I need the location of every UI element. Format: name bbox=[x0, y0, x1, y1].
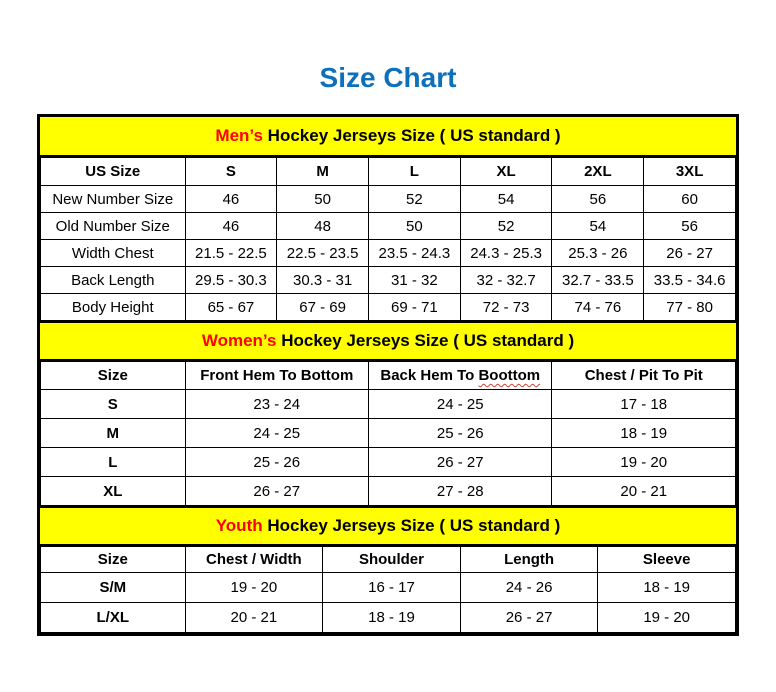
size-value: 56 bbox=[644, 213, 736, 240]
row-label: L bbox=[41, 448, 186, 477]
size-value: 60 bbox=[644, 186, 736, 213]
section-title-accent: Men’s bbox=[215, 126, 263, 145]
size-value: 18 - 19 bbox=[323, 603, 461, 633]
column-header-chest-pit-to-pit: Chest / Pit To Pit bbox=[552, 362, 736, 390]
misspelled-word: Boottom bbox=[478, 367, 541, 384]
size-value: 26 - 27 bbox=[185, 477, 368, 506]
size-value: 31 - 32 bbox=[369, 267, 461, 294]
size-value: 19 - 20 bbox=[598, 603, 736, 633]
column-header-s: S bbox=[185, 158, 277, 186]
size-value: 48 bbox=[277, 213, 369, 240]
size-value: 16 - 17 bbox=[323, 573, 461, 603]
section-banner-mens bbox=[40, 117, 736, 157]
column-header-back-hem-to-boottom bbox=[369, 362, 552, 390]
size-value: 18 - 19 bbox=[598, 573, 736, 603]
size-value: 24.3 - 25.3 bbox=[460, 240, 552, 267]
column-header-m: M bbox=[277, 158, 369, 186]
size-value: 19 - 20 bbox=[552, 448, 736, 477]
size-value: 23 - 24 bbox=[185, 390, 368, 419]
column-header-front-hem-to-bottom: Front Hem To Bottom bbox=[185, 362, 368, 390]
column-header-l: L bbox=[369, 158, 461, 186]
size-value: 19 - 20 bbox=[185, 573, 323, 603]
size-value: 32.7 - 33.5 bbox=[552, 267, 644, 294]
column-header-text: Back Hem To bbox=[380, 367, 479, 384]
mens-row-old-number-size bbox=[41, 213, 736, 240]
size-value: 67 - 69 bbox=[277, 294, 369, 321]
column-header-chest-width: Chest / Width bbox=[185, 547, 323, 573]
row-label: Width Chest bbox=[41, 240, 186, 267]
mens-size-table bbox=[40, 157, 736, 321]
row-label: M bbox=[41, 419, 186, 448]
size-value: 25 - 26 bbox=[185, 448, 368, 477]
womens-row-m bbox=[41, 419, 736, 448]
size-value: 23.5 - 24.3 bbox=[369, 240, 461, 267]
youth-size-table bbox=[40, 546, 736, 633]
column-header-row bbox=[41, 158, 736, 186]
row-label: L/XL bbox=[41, 603, 186, 633]
section-title-text: Hockey Jerseys Size ( US standard ) bbox=[262, 126, 561, 145]
size-value: 25.3 - 26 bbox=[552, 240, 644, 267]
youth-row-l-xl bbox=[41, 603, 736, 633]
mens-row-body-height bbox=[41, 294, 736, 321]
size-value: 54 bbox=[460, 186, 552, 213]
mens-row-new-number-size bbox=[41, 186, 736, 213]
womens-row-l bbox=[41, 448, 736, 477]
size-value: 46 bbox=[185, 213, 277, 240]
mens-row-back-length bbox=[41, 267, 736, 294]
size-value: 25 - 26 bbox=[369, 419, 552, 448]
womens-row-s bbox=[41, 390, 736, 419]
size-chart bbox=[37, 114, 739, 636]
row-label: S bbox=[41, 390, 186, 419]
row-label: New Number Size bbox=[41, 186, 186, 213]
column-header-size: Size bbox=[41, 547, 186, 573]
section-banner-womens bbox=[40, 321, 736, 361]
section-title-text: Hockey Jerseys Size ( US standard ) bbox=[262, 516, 561, 535]
size-value: 50 bbox=[277, 186, 369, 213]
section-title-text: Hockey Jerseys Size ( US standard ) bbox=[276, 331, 575, 350]
size-value: 72 - 73 bbox=[460, 294, 552, 321]
youth-row-s-m bbox=[41, 573, 736, 603]
size-value: 24 - 25 bbox=[369, 390, 552, 419]
column-header-row bbox=[41, 362, 736, 390]
size-value: 33.5 - 34.6 bbox=[644, 267, 736, 294]
womens-row-xl bbox=[41, 477, 736, 506]
row-label: Body Height bbox=[41, 294, 186, 321]
womens-size-table bbox=[40, 361, 736, 506]
size-value: 65 - 67 bbox=[185, 294, 277, 321]
section-banner-youth bbox=[40, 506, 736, 546]
size-value: 24 - 26 bbox=[460, 573, 598, 603]
column-header-xl: XL bbox=[460, 158, 552, 186]
size-value: 21.5 - 22.5 bbox=[185, 240, 277, 267]
size-value: 32 - 32.7 bbox=[460, 267, 552, 294]
size-value: 20 - 21 bbox=[185, 603, 323, 633]
column-header-row bbox=[41, 547, 736, 573]
size-value: 27 - 28 bbox=[369, 477, 552, 506]
size-value: 26 - 27 bbox=[644, 240, 736, 267]
column-header-sleeve: Sleeve bbox=[598, 547, 736, 573]
size-value: 24 - 25 bbox=[185, 419, 368, 448]
size-value: 17 - 18 bbox=[552, 390, 736, 419]
row-label: XL bbox=[41, 477, 186, 506]
column-header-length: Length bbox=[460, 547, 598, 573]
size-value: 52 bbox=[460, 213, 552, 240]
section-title-accent: Youth bbox=[215, 516, 263, 535]
size-value: 54 bbox=[552, 213, 644, 240]
mens-row-width-chest bbox=[41, 240, 736, 267]
size-value: 46 bbox=[185, 186, 277, 213]
size-value: 26 - 27 bbox=[460, 603, 598, 633]
size-value: 30.3 - 31 bbox=[277, 267, 369, 294]
column-header-3xl: 3XL bbox=[644, 158, 736, 186]
column-header-size: Size bbox=[41, 362, 186, 390]
page-title: Size Chart bbox=[319, 62, 457, 93]
size-value: 20 - 21 bbox=[552, 477, 736, 506]
size-value: 22.5 - 23.5 bbox=[277, 240, 369, 267]
size-value: 29.5 - 30.3 bbox=[185, 267, 277, 294]
row-label: S/M bbox=[41, 573, 186, 603]
size-value: 74 - 76 bbox=[552, 294, 644, 321]
size-value: 69 - 71 bbox=[369, 294, 461, 321]
size-value: 52 bbox=[369, 186, 461, 213]
size-value: 26 - 27 bbox=[369, 448, 552, 477]
column-header-2xl: 2XL bbox=[552, 158, 644, 186]
size-value: 56 bbox=[552, 186, 644, 213]
row-label: Back Length bbox=[41, 267, 186, 294]
size-value: 77 - 80 bbox=[644, 294, 736, 321]
column-header-shoulder: Shoulder bbox=[323, 547, 461, 573]
section-title-accent: Women’s bbox=[201, 331, 277, 350]
row-label: Old Number Size bbox=[41, 213, 186, 240]
size-value: 18 - 19 bbox=[552, 419, 736, 448]
size-value: 50 bbox=[369, 213, 461, 240]
column-header-us-size: US Size bbox=[41, 158, 186, 186]
